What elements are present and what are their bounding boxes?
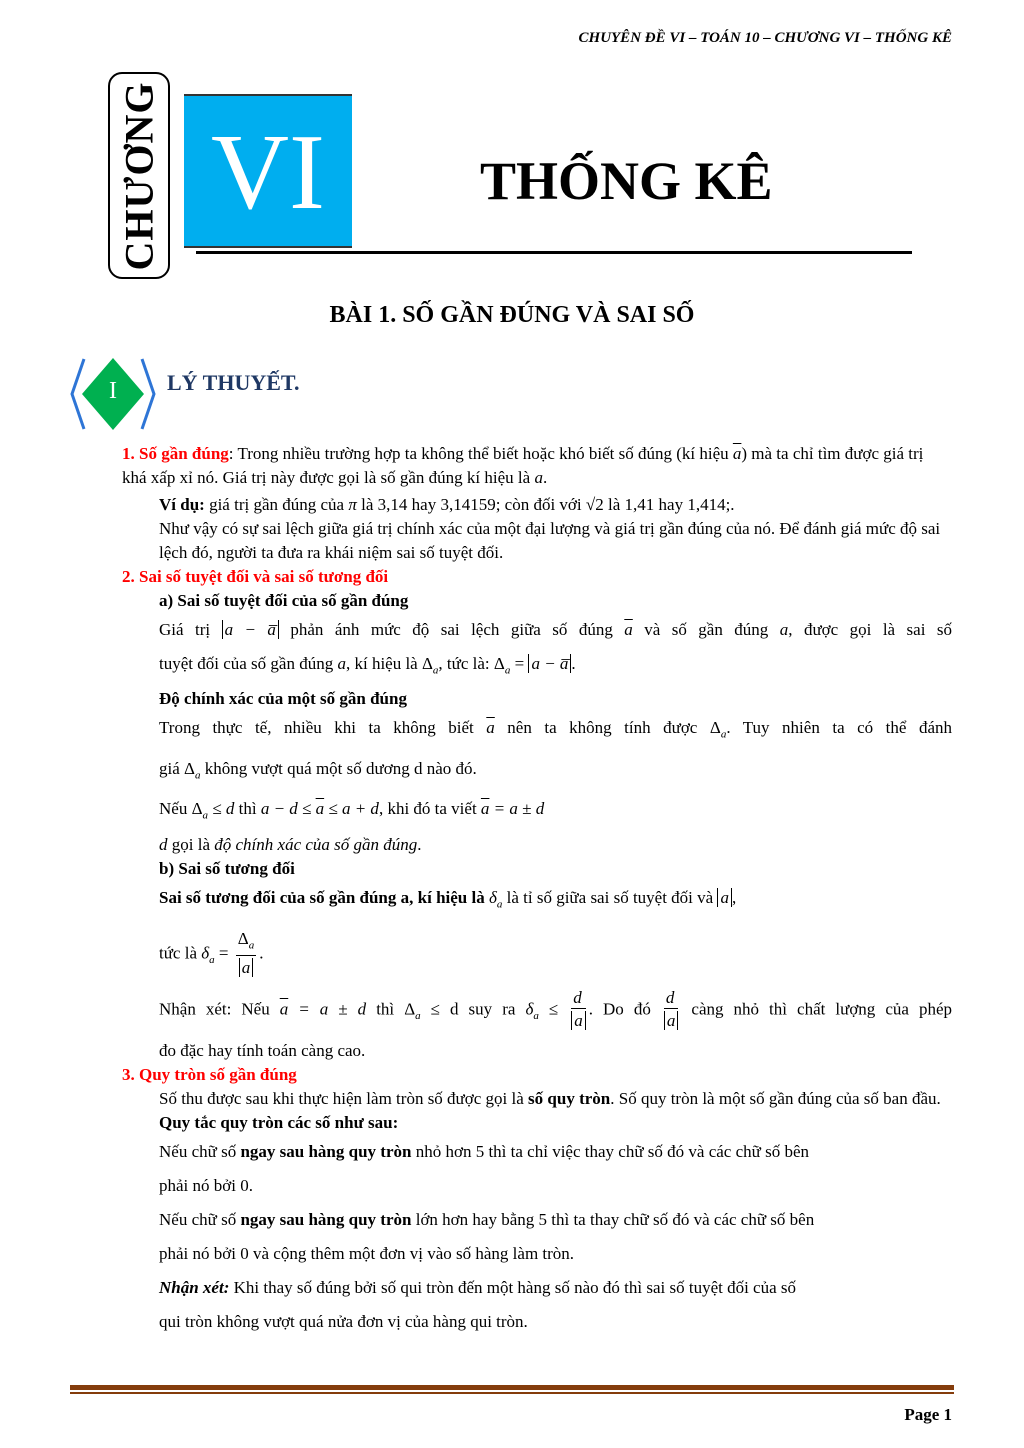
math-a-bar: $\overline{a}$	[732, 444, 742, 463]
running-header: CHUYÊN ĐỀ VI – TOÁN 10 – CHƯƠNG VI – THỐNG KÊ	[578, 30, 952, 46]
math-delta: Δ	[493, 654, 505, 673]
precision-line1	[159, 711, 952, 751]
s1-para2: Như vậy có sự sai lệch giữa giá trị chính xác của một đại lượng và giá trị gần đúng của nó. Để đánh giá mức độ sai lệch đó, người ta đưa ra khái niệm sai số tuyệt đối.	[159, 519, 941, 562]
text: Nhận xét: Nếu	[159, 999, 280, 1019]
footer-rule-thin	[70, 1392, 954, 1394]
s2-heading: 2. Sai số tuyệt đối và sai số tương đối	[122, 567, 389, 586]
chapter-number-box	[184, 94, 352, 248]
example-label: Ví dụ:	[159, 495, 205, 514]
s2a-line2	[159, 647, 952, 687]
math-abs: a	[239, 958, 254, 977]
s1-heading: 1. Số gần đúng	[122, 444, 229, 463]
math-abs: a	[571, 1011, 586, 1030]
text: ) mà ta chỉ tìm được giá trị khá xấp xỉ nó. Giá trị này được gọi là số gần đúng kí hiệu là	[122, 444, 924, 487]
document-body	[122, 442, 952, 1339]
footer-rule	[70, 1385, 954, 1390]
s1-para	[122, 442, 952, 490]
math-sub: a	[496, 897, 503, 910]
text: ,	[731, 887, 737, 907]
frac-num: d	[571, 988, 586, 1009]
math-sub: a	[415, 1010, 421, 1023]
math: = a ± d	[489, 799, 545, 819]
note-label: Nhận xét:	[159, 1278, 230, 1298]
math-delta: Δ	[184, 758, 195, 778]
precision-line4	[159, 833, 952, 857]
text: nhỏ hơn 5 thì ta chỉ việc thay chữ số đó và các chữ số bên	[411, 1142, 810, 1162]
s2a-heading: a) Sai số tuyệt đối của số gần đúng	[159, 591, 409, 610]
text: Số thu được sau khi thực hiện làm tròn số được gọi là	[159, 1089, 529, 1109]
text: ≤ d suy ra	[420, 999, 526, 1019]
math-abs: a − a̅	[222, 620, 279, 639]
math-delta-small: δ	[488, 887, 497, 907]
math-delta: Δ	[191, 799, 203, 819]
example-para	[159, 493, 952, 517]
rule-heading: Quy tắc quy tròn các số như sau:	[159, 1113, 399, 1133]
math-delta-small: δ	[525, 999, 534, 1019]
lesson-title: BÀI 1. SỐ GẦN ĐÚNG VÀ SAI SỐ	[329, 302, 695, 328]
math-abs: a	[717, 888, 732, 907]
chapter-label: CHƯƠNG	[116, 81, 162, 270]
rule1-line1	[159, 1135, 952, 1169]
math-pi: π	[348, 495, 357, 514]
math-fraction	[236, 929, 256, 980]
text: tuyệt đối của số gần đúng	[159, 654, 338, 673]
text: là 1,41 hay 1,414;.	[603, 495, 735, 514]
text: . Do đó	[588, 999, 661, 1019]
math-sub: a	[432, 664, 439, 677]
s2b-line2	[159, 929, 952, 980]
math-sub: a	[202, 809, 209, 822]
text: .	[542, 468, 548, 487]
text: : Trong nhiều trường hợp ta không thể biết hoặc khó biết số đúng (kí hiệu	[228, 444, 733, 463]
math-sub: a	[504, 664, 511, 677]
text: và số gần đúng	[632, 620, 780, 639]
math-fraction	[664, 988, 679, 1033]
section-title: LÝ THUYẾT.	[167, 370, 300, 395]
math-d: d	[159, 834, 168, 854]
note-line1	[159, 1271, 952, 1305]
text: gọi là	[167, 834, 215, 854]
s2b-heading: b) Sai số tương đối	[159, 858, 295, 878]
math-a-bar: $\overline{a}$	[486, 718, 495, 738]
text: =	[214, 943, 233, 963]
text: . Số quy tròn là một số gần đúng của số ban đầu.	[610, 1089, 941, 1109]
text: .	[259, 943, 264, 963]
math-fraction	[571, 988, 586, 1033]
text: .	[417, 834, 422, 854]
s3-heading: 3. Quy tròn số gần đúng	[122, 1065, 297, 1085]
text: .	[571, 654, 576, 673]
math-delta: Δ	[404, 999, 416, 1019]
math-delta: Δ	[421, 654, 433, 673]
section-marker-icon	[70, 356, 156, 432]
text: =	[510, 654, 529, 673]
text: , tức là:	[438, 654, 494, 673]
math-sqrt2: √2	[585, 495, 604, 514]
text: thì	[366, 999, 405, 1019]
chapter-label-box	[108, 72, 170, 279]
math-sub: a	[248, 939, 255, 952]
math-delta: Δ	[237, 928, 249, 948]
text: là tỉ số giữa sai số tuyệt đối và	[502, 887, 718, 907]
text: , được gọi là sai số	[788, 620, 952, 639]
rule1-line2: phải nó bởi 0.	[159, 1176, 253, 1196]
math: ≤ a + d	[324, 799, 379, 819]
rule2-line1	[159, 1203, 952, 1237]
text: Trong thực tế, nhiều khi ta không biết	[159, 718, 487, 738]
text: phản ánh mức độ sai lệch giữa số đúng	[278, 620, 625, 639]
text: Nếu chữ số	[159, 1142, 241, 1162]
math-a: a	[337, 654, 346, 673]
text: , khi đó ta viết	[378, 799, 481, 819]
text: Nếu	[159, 799, 192, 819]
text: tức là	[159, 943, 202, 963]
rule2-line2: phải nó bởi 0 và cộng thêm một đơn vị vào số hàng làm tròn.	[159, 1244, 575, 1264]
section-marker: I	[109, 378, 117, 404]
math-sub: a	[209, 953, 215, 966]
text: ≤	[538, 999, 569, 1019]
text: càng nhỏ thì chất lượng của phép	[681, 999, 953, 1019]
text: không vượt quá một số dương d nào đó.	[200, 758, 477, 778]
text: Sai số tương đối của số gần đúng a, kí hiệu là	[159, 887, 489, 907]
math: = a ± d	[288, 999, 367, 1019]
text: là 3,14 hay 3,14159; còn đối với	[356, 495, 586, 514]
math-sub: a	[720, 728, 727, 741]
term: ngay sau hàng quy tròn	[240, 1142, 412, 1162]
math-abs: a − a̅	[528, 654, 571, 673]
text: . Tuy nhiên ta có thể đánh	[726, 718, 952, 738]
text: giá trị gần đúng của	[204, 495, 349, 514]
remark-line1	[159, 988, 952, 1033]
term: số quy tròn	[528, 1089, 611, 1109]
math-a-bar: $\overline{a}$	[315, 799, 325, 819]
s2b-line1	[159, 881, 952, 921]
precision-line3	[159, 792, 952, 832]
term: ngay sau hàng quy tròn	[240, 1210, 412, 1230]
math-a-bar: $\overline{a}$	[624, 620, 633, 639]
math-delta: Δ	[709, 718, 721, 738]
math-sub: a	[533, 1010, 539, 1023]
text: Giá trị	[159, 620, 222, 639]
math-delta-small: δ	[201, 943, 210, 963]
s3-para1	[159, 1087, 952, 1111]
text: thì	[234, 799, 261, 819]
chapter-number: VI	[211, 113, 325, 232]
term: độ chính xác của số gần đúng	[214, 834, 418, 854]
math-abs: a	[664, 1011, 679, 1030]
math-sub: a	[194, 769, 201, 782]
frac-num: d	[664, 988, 679, 1009]
math-a: a	[779, 620, 789, 639]
precision-line2	[159, 752, 952, 792]
text: Khi thay số đúng bởi số qui tròn đến một hàng số nào đó thì sai số tuyệt đối của số	[229, 1278, 797, 1298]
math: ≤ d	[208, 799, 235, 819]
remark-line2: đo đặc hay tính toán càng cao.	[159, 1041, 366, 1061]
math-a-bar: $\overline{a}$	[480, 799, 490, 819]
math-a-bar: $\overline{a}$	[279, 999, 289, 1019]
page-number: Page 1	[904, 1405, 952, 1424]
chapter-title: THỐNG KÊ	[480, 151, 773, 211]
s2a-line1	[159, 613, 952, 647]
text: lớn hơn hay bằng 5 thì ta thay chữ số đó và các chữ số bên	[411, 1210, 815, 1230]
precision-heading: Độ chính xác của một số gần đúng	[159, 689, 407, 709]
text: nên ta không tính được	[494, 718, 710, 738]
chapter-title-rule	[196, 251, 912, 254]
math: a − d ≤	[260, 799, 316, 819]
text: Nếu chữ số	[159, 1210, 241, 1230]
text: giá	[159, 758, 185, 778]
text: , kí hiệu là	[345, 654, 422, 673]
note-line2: qui tròn không vượt quá nửa đơn vị của hàng qui tròn.	[159, 1312, 528, 1332]
math-a: a	[534, 468, 543, 487]
